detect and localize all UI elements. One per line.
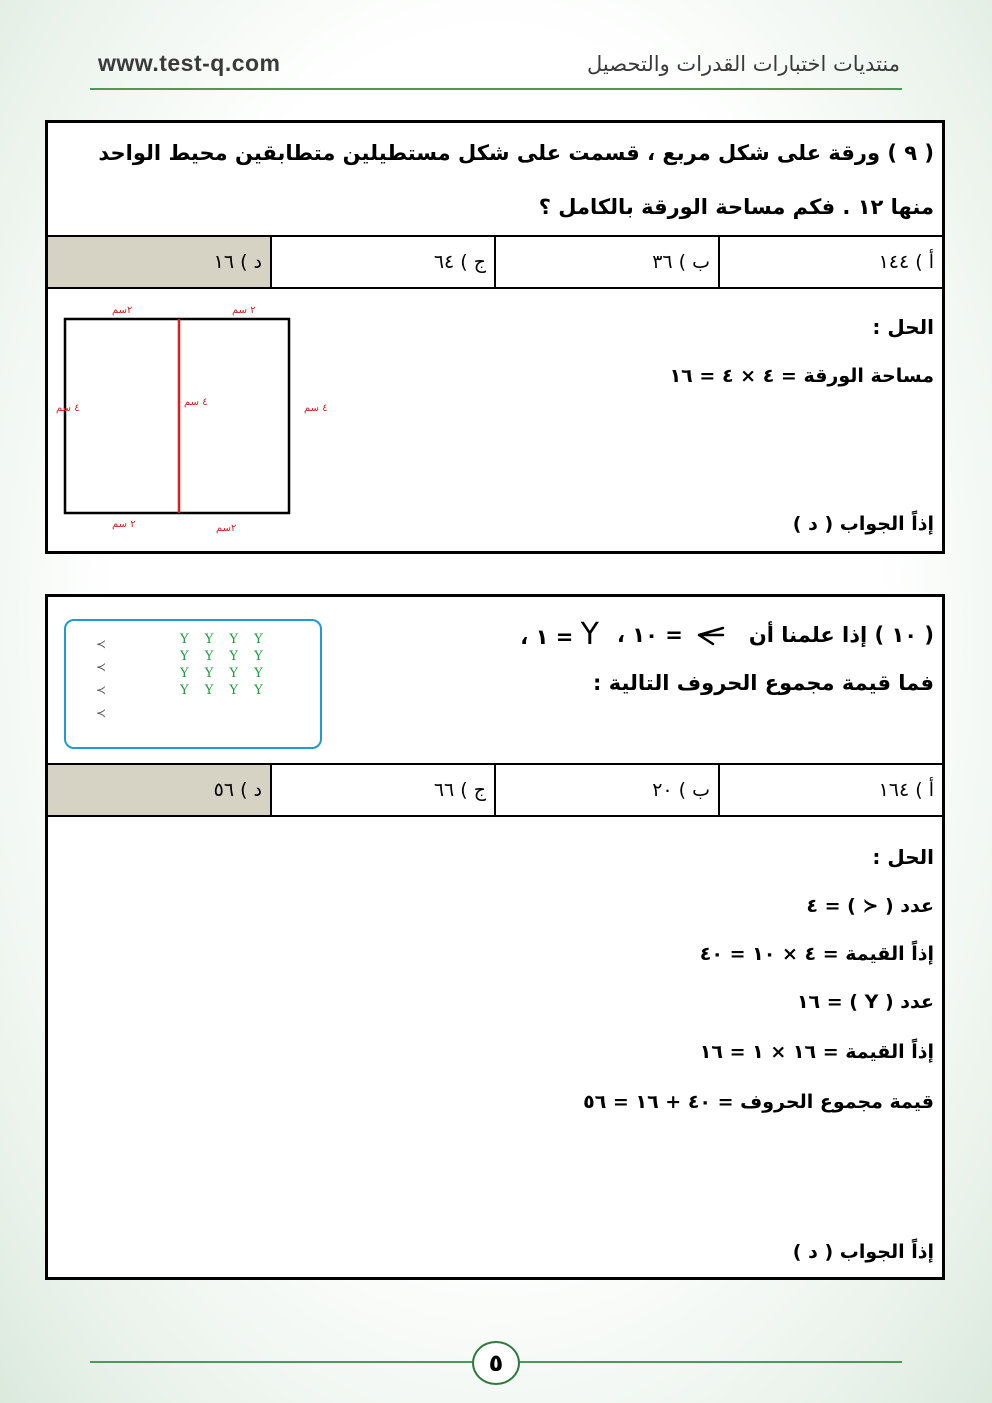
k-value: = ١٠ ،: [616, 622, 683, 647]
k-letter: ≺: [96, 683, 107, 697]
option-c[interactable]: ج ) ٦٦: [270, 765, 494, 815]
option-b[interactable]: ب ) ٢٠: [494, 765, 718, 815]
forum-title: منتديات اختبارات القدرات والتحصيل: [587, 52, 900, 76]
solution-step-1: عدد ( ≺ ) = ٤: [806, 895, 934, 917]
q10-given-y: [520, 617, 599, 652]
solution-title: الحل :: [872, 845, 934, 869]
option-a[interactable]: أ ) ١٤٤: [718, 237, 942, 287]
answer-line: إذاً الجواب ( د ): [792, 513, 934, 535]
footer-divider-right: [520, 1361, 902, 1363]
label-middle: ٤ سم: [184, 397, 208, 408]
label-bottom-right: ٢سم: [216, 523, 237, 534]
site-url: www.test-q.com: [98, 50, 281, 76]
y-letter: Y: [580, 617, 599, 652]
k-symbol-icon: [693, 624, 727, 646]
y-letters-grid: [180, 631, 269, 699]
question-9-line-2: منها ١٢ . فكم مساحة الورقة بالكامل ؟: [538, 195, 934, 219]
solution-step-5: قيمة مجموع الحروف = ٤٠ + ١٦ = ٥٦: [583, 1091, 934, 1113]
question-9-box: [45, 120, 945, 554]
square-outline: [65, 319, 289, 513]
label-left: ٤ سم: [56, 403, 80, 414]
solution-title: الحل :: [872, 315, 934, 339]
square-diagram-svg: [50, 299, 370, 545]
question-10-intro: ( ١٠ ) إذا علمنا أن: [748, 622, 934, 647]
label-bottom-left: ٢ سم: [112, 519, 136, 530]
k-letters-column: [96, 633, 106, 725]
question-9-line-1: ( ٩ ) ورقة على شكل مربع ، قسمت على شكل مستطيلين متطابقين محيط الواحد: [98, 141, 934, 165]
k-letter: ≺: [96, 706, 107, 720]
option-c[interactable]: ج ) ٦٤: [270, 237, 494, 287]
question-10-options: [48, 763, 942, 817]
label-right: ٤ سم: [304, 403, 328, 414]
page-number: ٥: [472, 1341, 520, 1385]
k-letter: ≺: [96, 660, 107, 674]
option-a[interactable]: أ ) ١٦٤: [718, 765, 942, 815]
letters-box: [64, 619, 322, 749]
y-value: = ١ ،: [520, 625, 574, 649]
solution-step-2: إذاً القيمة = ٤ × ١٠ = ٤٠: [699, 943, 934, 965]
option-d[interactable]: د ) ٥٦: [48, 765, 270, 815]
y-row: Y Y Y Y: [180, 683, 269, 698]
question-10-box: [45, 594, 945, 1280]
label-top-right: ٢ سم: [232, 305, 256, 316]
solution-line: مساحة الورقة = ٤ × ٤ = ١٦: [669, 365, 934, 387]
question-10-line-2: فما قيمة مجموع الحروف التالية :: [593, 671, 934, 695]
header-divider: [90, 88, 902, 90]
option-b[interactable]: ب ) ٣٦: [494, 237, 718, 287]
square-diagram: [50, 299, 370, 545]
footer-divider-left: [90, 1361, 472, 1363]
solution-step-4: إذاً القيمة = ١٦ × ١ = ١٦: [699, 1041, 934, 1063]
k-letter: ≺: [96, 637, 107, 651]
answer-line: إذاً الجواب ( د ): [792, 1241, 934, 1263]
question-10-line-1: [520, 617, 934, 652]
option-d[interactable]: د ) ١٦: [48, 237, 270, 287]
label-top-left: ٢سم: [112, 305, 133, 316]
y-row: Y Y Y Y: [180, 666, 269, 681]
y-row: Y Y Y Y: [180, 649, 269, 664]
y-row: Y Y Y Y: [180, 632, 269, 647]
solution-step-3: عدد ( Y ) = ١٦: [796, 991, 934, 1013]
question-9-options: [48, 235, 942, 289]
